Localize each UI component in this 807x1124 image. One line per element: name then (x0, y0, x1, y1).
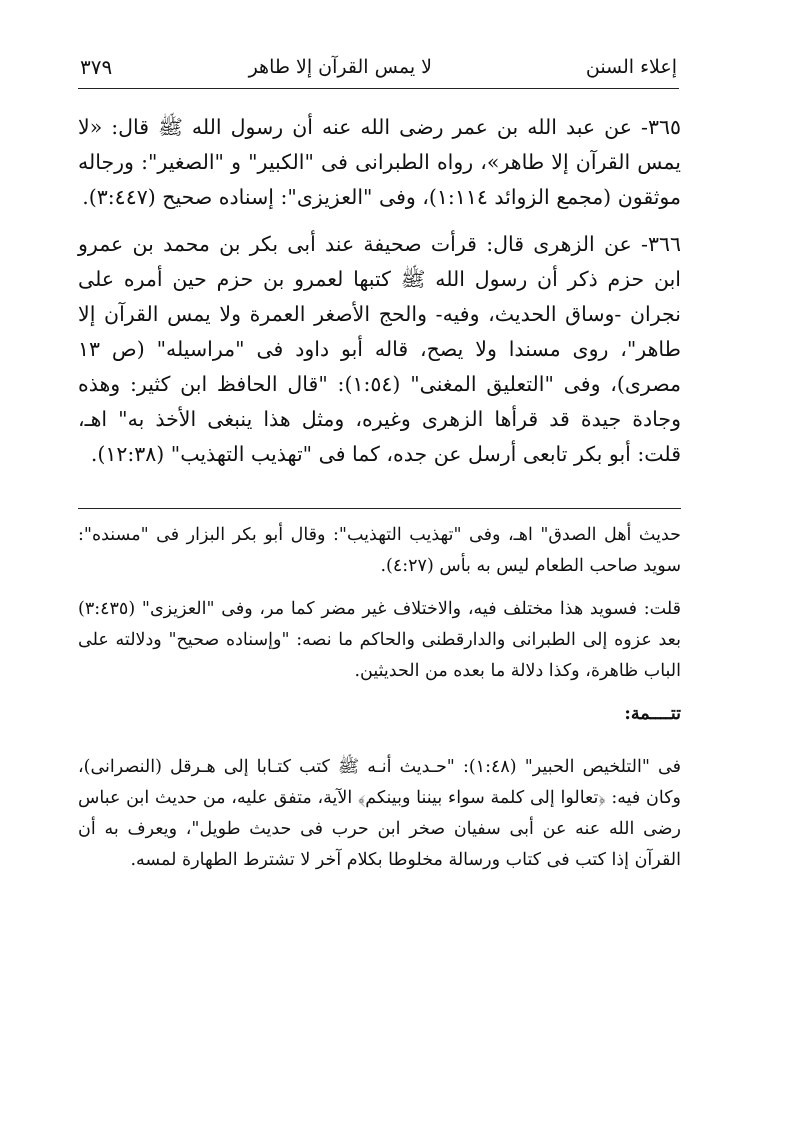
section-heading: تتــــمة: (624, 704, 681, 724)
note-paragraph-1: حديث أهل الصدق" اهـ، وفى "تهذيب التهذيب": وقال أبو بكر البزار فى "مسنده": سويد صاحب الطعام ليس به بأس (٤:٢٧). (78, 525, 681, 576)
header-divider (78, 88, 679, 89)
note-paragraph-2: قلت: فسويد هذا مختلف فيه، والاختلاف غير مضر كما مر، وفى "العزيزى" (٣:٤٣٥) بعد عزوه إلى الطبرانى والدارقطنى والحاكم ما نصه: "وإسناده صحيح" ودلالته على الباب ظاهرة، وكذا دلالة ما بعده من الحديثين. (78, 599, 681, 681)
page-number: ٣٧٩ (80, 55, 113, 79)
book-title: إعلاء السنن (585, 56, 677, 78)
hadith-366: ٣٦٦- عن الزهرى قال: قرأت صحيفة عند أبى بكر بن محمد بن عمرو ابن حزم ذكر أن رسول الله ﷺ كتبها لعمرو بن حزم حين أمره على نجران -وساق الحديث، وفيه- والحج الأصغر العمرة ولا يمس القرآن إلا طاهر"، روى مسندا ولا يصح، قاله أبو داود فى "مراسيله" (ص ١٣ مصرى)، وفى "التعليق المغنى" (١:٥٤): "قال الحافظ ابن كثير: وهذه وجادة جيدة قد قرأها الزهرى وغيره، ومثل هذا ينبغى الأخذ به" اهـ، قلت: أبو بكر تابعى أرسل عن جده، كما فى "تهذيب التهذيب" (١٢:٣٨). (78, 232, 681, 466)
chapter-title: لا يمس القرآن إلا طاهر (248, 56, 432, 78)
main-text (78, 110, 681, 484)
footnotes (78, 520, 681, 888)
page-header (80, 52, 677, 88)
note-paragraph-3: فى "التلخيص الحبير" (١:٤٨): "حـديث أنـه ﷺ كتب كتـابا إلى هـرقل (النصرانى)، وكان فيه: ﴿تعالوا إلى كلمة سواء بيننا وبينكم﴾ الآية، متفق عليه، من حديث ابن عباس رضى الله عنه عن أبى سفيان صخر ابن حرب فى حديث طويل"، ويعرف به أن القرآن إذا كتب فى كتاب ورسالة مخلوطا بكلام آخر لا تشترط الطهارة لمسه. (78, 757, 681, 870)
hadith-365: ٣٦٥- عن عبد الله بن عمر رضى الله عنه أن رسول الله ﷺ قال: «لا يمس القرآن إلا طاهر»، رواه الطبرانى فى "الكبير" و "الصغير": ورجاله موثقون (مجمع الزوائد ١:١١٤)، وفى "العزيزى": إسناده صحيح (٣:٤٤٧). (78, 115, 681, 209)
footnote-divider (78, 508, 681, 509)
